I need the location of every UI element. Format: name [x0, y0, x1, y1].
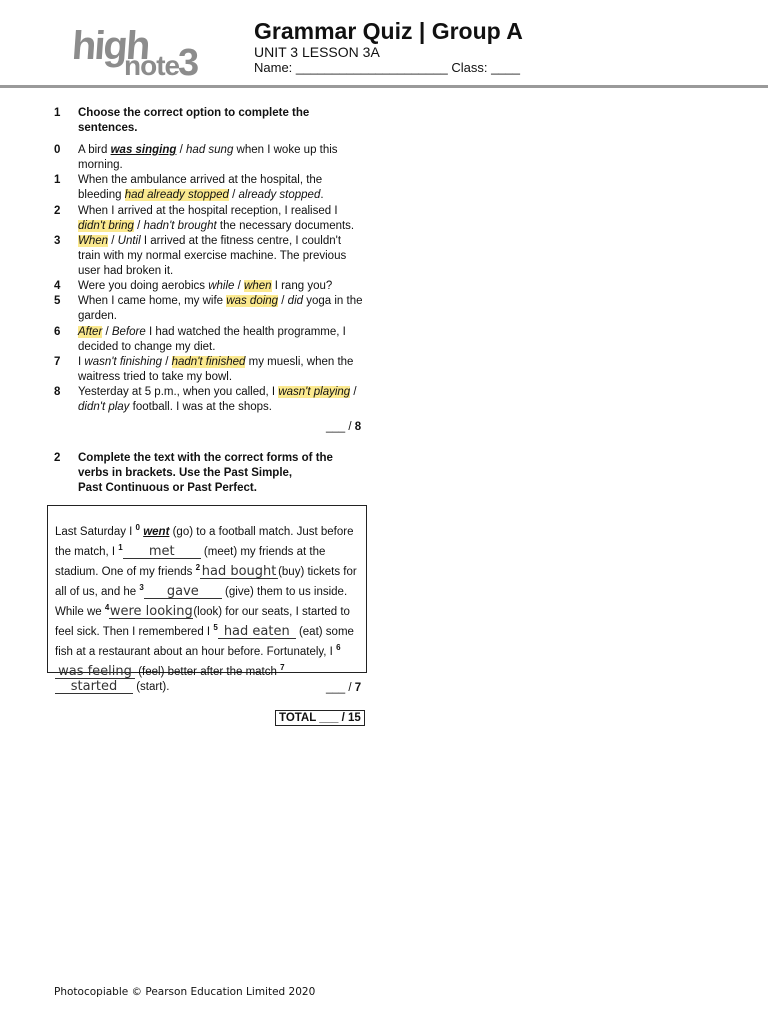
- item-sentence: [78, 355, 366, 385]
- answer-gap-1: met: [123, 546, 201, 559]
- gap-fill-text-box: [47, 505, 367, 695]
- selected-option: After: [78, 326, 103, 338]
- exercise2-instruction-line: Complete the text with the correct forms of the: [78, 452, 333, 464]
- sentence-text: I: [78, 356, 85, 368]
- answer-gap-3: gave: [144, 586, 222, 599]
- logo-number: 3: [178, 42, 200, 84]
- exercise1-item: [54, 204, 366, 234]
- exercise1-item: [54, 294, 366, 324]
- sentence-text: /: [162, 356, 172, 368]
- exercise2-number: 2: [54, 452, 61, 464]
- sentence-text: When I came home, my wife: [78, 295, 227, 307]
- text-segment: (give) them to us inside. While we: [55, 585, 348, 618]
- alternative-option: already stopped: [238, 189, 321, 202]
- answer-gap-2: had bought: [201, 563, 277, 579]
- logo-word-note: note: [124, 50, 180, 81]
- sentence-text: Yesterday at 5 p.m., when you called, I: [78, 386, 279, 398]
- unit-lesson: UNIT 3 LESSON 3A: [254, 44, 380, 60]
- selected-option: was doing: [226, 295, 279, 307]
- alternative-option: Before: [111, 326, 146, 338]
- exercise1-item: [54, 385, 366, 415]
- item-number: 4: [54, 280, 61, 292]
- sentence-text: /: [108, 235, 118, 247]
- alternative-option: Until: [117, 235, 141, 247]
- text-segment: (meet) my friends at the stadium. One of my friends: [55, 545, 326, 578]
- sentence-text: I rang you?: [271, 280, 333, 292]
- text-segment: (start).: [133, 681, 170, 694]
- answer-gap-4: were looking: [109, 603, 193, 619]
- copyright-footer: Photocopiable © Pearson Education Limited 2020: [54, 986, 316, 998]
- sentence-text: football. I was at the shops.: [129, 401, 272, 414]
- text-segment: (feel) better after the match: [135, 666, 281, 679]
- gap-number: 6: [336, 643, 341, 653]
- sentence-text: I arrived at the fitness centre, I couldn't train with my normal exercise machine. The previous user had broken it.: [78, 235, 347, 278]
- gap-number: 2: [195, 563, 201, 573]
- sentence-text: I had watched the health programme, I decided to change my diet.: [78, 326, 346, 354]
- sentence-text: /: [133, 220, 144, 233]
- sentence-text: /: [102, 326, 112, 338]
- item-number: 1: [54, 174, 61, 186]
- name-class-line: Name: _____________________ Class: ____: [254, 60, 520, 75]
- example-answer: was singing: [110, 144, 177, 156]
- text-segment: (go) to a football match. Just before the match, I: [55, 525, 354, 558]
- item-sentence: [78, 385, 366, 415]
- selected-option: wasn't playing: [278, 386, 351, 398]
- exercise2-instruction-line: verbs in brackets. Use the Past Simple,: [78, 467, 293, 480]
- sentence-text: the necessary documents.: [216, 220, 355, 233]
- exercise1-item: [54, 355, 366, 385]
- item-sentence: [78, 234, 366, 280]
- gap-number: 4: [104, 603, 110, 613]
- score-blank: ___ /: [326, 421, 355, 433]
- item-sentence: [78, 173, 366, 203]
- answer-gap-7: started: [55, 681, 133, 694]
- exercise2-score: [326, 682, 361, 694]
- exercise1-item: [54, 173, 366, 203]
- exercise1-item: [54, 325, 366, 355]
- logo-word-high: high: [70, 24, 150, 68]
- gap-fill-paragraph: [55, 520, 361, 695]
- selected-option: had already stopped: [124, 189, 229, 202]
- item-number: 8: [54, 386, 61, 398]
- sentence-text: /: [278, 295, 288, 307]
- sentence-text: /: [228, 189, 239, 202]
- exercise1-item: [54, 143, 366, 173]
- exercise1-item: [54, 234, 366, 280]
- sentence-text: my muesli, when the waitress tried to take my bowl.: [78, 356, 354, 384]
- alternative-option: didn't play: [78, 401, 130, 414]
- alternative-option: had sung: [186, 144, 234, 156]
- text-segment: (buy) tickets for all of us, and he: [55, 565, 357, 598]
- item-number: 0: [54, 144, 61, 156]
- gap-number: 0: [135, 523, 140, 532]
- exercise1-score: [326, 421, 361, 433]
- exercise1-number: 1: [54, 107, 61, 119]
- gap-number: 5: [213, 623, 218, 633]
- selected-option: when: [244, 280, 272, 292]
- sentence-text: /: [350, 386, 357, 398]
- alternative-option: hadn't brought: [143, 220, 217, 233]
- selected-option: hadn't finished: [171, 356, 246, 368]
- score-max: 8: [354, 421, 362, 433]
- selected-option: didn't bring: [78, 220, 134, 233]
- sentence-text: when I woke up this morning.: [78, 144, 338, 172]
- example-answer: went: [143, 525, 170, 538]
- gap-number: 1: [118, 543, 123, 553]
- item-number: 7: [54, 356, 61, 368]
- sentence-text: A bird: [78, 144, 111, 156]
- selected-option: When: [78, 235, 109, 247]
- sentence-text: .: [320, 189, 324, 202]
- exercise1-heading: [54, 106, 366, 136]
- exercise1-item: [54, 279, 366, 294]
- text-segment: (look) for our seats, I started to feel sick. Then I remembered I: [55, 605, 350, 638]
- total-score: TOTAL ___ / 15: [275, 710, 365, 726]
- alternative-option: did: [287, 295, 304, 307]
- quiz-title: Grammar Quiz | Group A: [254, 18, 523, 44]
- gap-number: 3: [139, 583, 144, 593]
- sentence-text: /: [176, 144, 187, 156]
- text-segment: (eat) some fish at a restaurant about an hour before. Fortunately, I: [55, 625, 354, 659]
- item-sentence: [78, 325, 366, 355]
- sentence-text: Were you doing aerobics: [78, 280, 209, 292]
- item-sentence: [78, 279, 366, 294]
- sentence-text: /: [234, 280, 245, 292]
- sentence-text: When I arrived at the hospital reception, I realised I: [78, 205, 338, 217]
- sentence-text: When the ambulance arrived at the hospital, the bleeding: [78, 174, 323, 202]
- sentence-text: yoga in the garden.: [78, 295, 363, 323]
- item-number: 2: [54, 205, 61, 217]
- score-max: 7: [354, 682, 362, 694]
- item-number: 5: [54, 295, 61, 307]
- item-number: 3: [54, 235, 61, 247]
- exercise1-instruction: Choose the correct option to complete the sentences.: [78, 107, 310, 135]
- item-sentence: [78, 204, 366, 234]
- score-blank: ___ /: [326, 682, 355, 694]
- header-divider: [0, 85, 768, 88]
- exercise2-instruction-line: Past Continuous or Past Perfect.: [78, 482, 257, 495]
- high-note-logo: [72, 24, 212, 82]
- item-sentence: [78, 294, 366, 324]
- text-segment: Last Saturday I: [55, 525, 136, 538]
- gap-number: 7: [280, 663, 285, 673]
- answer-gap-5: had eaten: [218, 626, 296, 639]
- item-sentence: [78, 143, 366, 173]
- alternative-option: wasn't finishing: [84, 356, 163, 368]
- exercise2-heading: [54, 451, 366, 497]
- item-number: 6: [54, 326, 61, 338]
- alternative-option: while: [208, 280, 235, 292]
- answer-gap-6: was feeling: [55, 666, 135, 679]
